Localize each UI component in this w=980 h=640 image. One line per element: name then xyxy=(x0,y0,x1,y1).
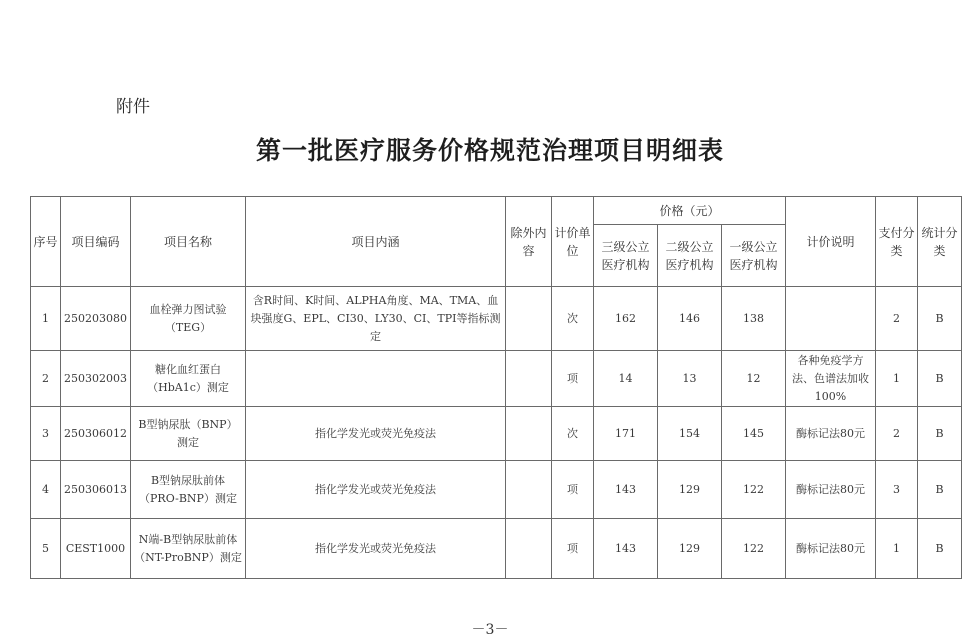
cell-price-level1: 122 xyxy=(722,461,786,519)
cell-payment: 3 xyxy=(876,461,918,519)
header-unit: 计价单位 xyxy=(552,197,594,287)
cell-code: 250302003 xyxy=(61,351,131,407)
cell-excluded xyxy=(506,407,552,461)
cell-code: 250203080 xyxy=(61,287,131,351)
cell-price-level2: 154 xyxy=(658,407,722,461)
cell-content: 指化学发光或荧光免疫法 xyxy=(246,407,506,461)
cell-payment: 1 xyxy=(876,519,918,579)
cell-stats: B xyxy=(918,287,962,351)
table-row xyxy=(31,287,962,351)
cell-stats: B xyxy=(918,519,962,579)
cell-stats: B xyxy=(918,461,962,519)
cell-payment: 1 xyxy=(876,351,918,407)
cell-stats: B xyxy=(918,407,962,461)
cell-name: B型钠尿肽前体（PRO-BNP）测定 xyxy=(131,461,246,519)
header-price-level2: 二级公立医疗机构 xyxy=(658,225,722,287)
cell-code: CEST1000 xyxy=(61,519,131,579)
cell-seq: 4 xyxy=(31,461,61,519)
cell-price-level2: 129 xyxy=(658,461,722,519)
cell-price-level3: 14 xyxy=(594,351,658,407)
header-price-level3: 三级公立医疗机构 xyxy=(594,225,658,287)
cell-excluded xyxy=(506,287,552,351)
table-row xyxy=(31,351,962,407)
cell-price-level2: 129 xyxy=(658,519,722,579)
cell-price-level1: 122 xyxy=(722,519,786,579)
cell-unit: 项 xyxy=(552,351,594,407)
table-row xyxy=(31,461,962,519)
cell-stats: B xyxy=(918,351,962,407)
cell-content: 含R时间、K时间、ALPHA角度、MA、TMA、血块强度G、EPL、CI30、LY30、CI、TPI等指标测定 xyxy=(246,287,506,351)
cell-payment: 2 xyxy=(876,407,918,461)
cell-name: 糖化血红蛋白（HbA1c）测定 xyxy=(131,351,246,407)
cell-unit: 次 xyxy=(552,287,594,351)
cell-unit: 项 xyxy=(552,519,594,579)
cell-price-level3: 143 xyxy=(594,519,658,579)
document-title: 第一批医疗服务价格规范治理项目明细表 xyxy=(255,136,724,165)
attachment-label: 附件 xyxy=(116,97,150,117)
cell-price-level2: 13 xyxy=(658,351,722,407)
cell-seq: 1 xyxy=(31,287,61,351)
cell-content: 指化学发光或荧光免疫法 xyxy=(246,461,506,519)
cell-price-level1: 12 xyxy=(722,351,786,407)
header-price-group: 价格（元） xyxy=(594,197,786,225)
cell-price-level3: 162 xyxy=(594,287,658,351)
cell-seq: 3 xyxy=(31,407,61,461)
cell-code: 250306012 xyxy=(61,407,131,461)
header-excluded: 除外内容 xyxy=(506,197,552,287)
cell-excluded xyxy=(506,519,552,579)
cell-price-level1: 138 xyxy=(722,287,786,351)
page-number: －3－ xyxy=(471,622,509,638)
cell-seq: 2 xyxy=(31,351,61,407)
cell-content: 指化学发光或荧光免疫法 xyxy=(246,519,506,579)
price-table xyxy=(30,196,962,579)
cell-price-level3: 143 xyxy=(594,461,658,519)
cell-code: 250306013 xyxy=(61,461,131,519)
cell-note: 酶标记法80元 xyxy=(786,519,876,579)
header-content: 项目内涵 xyxy=(246,197,506,287)
cell-note: 酶标记法80元 xyxy=(786,461,876,519)
header-name: 项目名称 xyxy=(131,197,246,287)
header-payment: 支付分类 xyxy=(876,197,918,287)
table-row xyxy=(31,519,962,579)
cell-excluded xyxy=(506,351,552,407)
header-seq: 序号 xyxy=(31,197,61,287)
cell-content xyxy=(246,351,506,407)
cell-price-level3: 171 xyxy=(594,407,658,461)
table-body xyxy=(31,287,962,579)
header-price-level1: 一级公立医疗机构 xyxy=(722,225,786,287)
cell-unit: 项 xyxy=(552,461,594,519)
table-row xyxy=(31,407,962,461)
header-stats: 统计分类 xyxy=(918,197,962,287)
cell-price-level1: 145 xyxy=(722,407,786,461)
cell-note xyxy=(786,287,876,351)
cell-name: 血栓弹力图试验（TEG） xyxy=(131,287,246,351)
cell-note: 酶标记法80元 xyxy=(786,407,876,461)
cell-name: B型钠尿肽（BNP）测定 xyxy=(131,407,246,461)
cell-payment: 2 xyxy=(876,287,918,351)
header-note: 计价说明 xyxy=(786,197,876,287)
cell-seq: 5 xyxy=(31,519,61,579)
cell-name: N端-B型钠尿肽前体（NT-ProBNP）测定 xyxy=(131,519,246,579)
cell-price-level2: 146 xyxy=(658,287,722,351)
header-code: 项目编码 xyxy=(61,197,131,287)
cell-unit: 次 xyxy=(552,407,594,461)
cell-note: 各种免疫学方法、色谱法加收100% xyxy=(786,351,876,407)
cell-excluded xyxy=(506,461,552,519)
